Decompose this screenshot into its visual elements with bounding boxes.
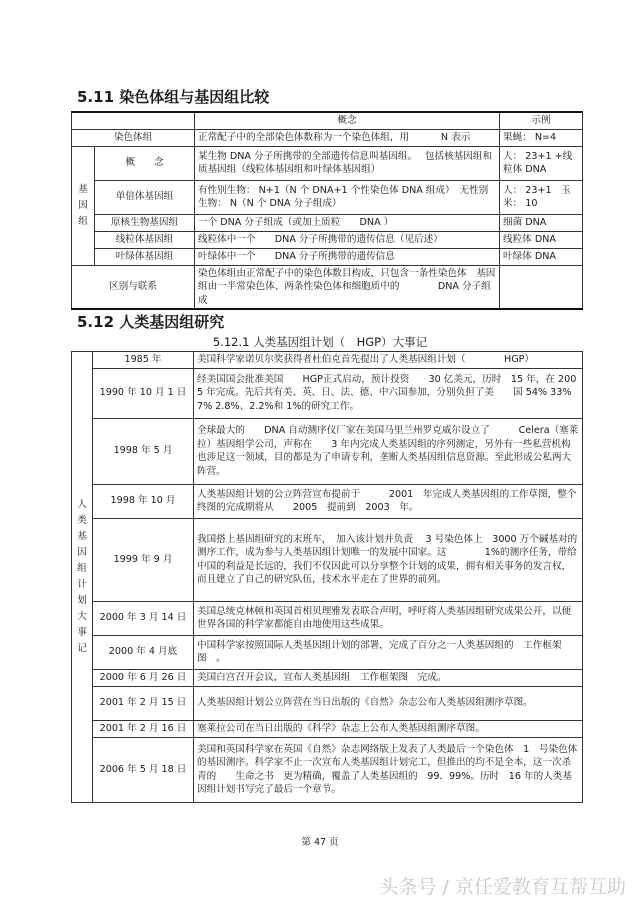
row-name: 单倍体基因组 xyxy=(95,180,195,214)
header-concept: 概念 xyxy=(195,112,500,129)
page-number: 第 47 页 xyxy=(301,837,339,848)
row-name: 线粒体基因组 xyxy=(95,231,195,248)
row-example xyxy=(500,265,583,309)
event-text: 中国科学家按照国际人类基因组计划的部署，完成了百分之一人类基因组的 工作框架图 。 xyxy=(194,635,583,669)
watermark: 头条号 / 京任爱教育互帮互助 xyxy=(379,876,626,898)
genome-group-label: 基 因 组 xyxy=(72,146,95,265)
hgp-timeline-table xyxy=(71,351,583,803)
row-name: 原核生物基因组 xyxy=(95,214,195,231)
event-text: 美国总统克林顿和英国首相贝理雅发表联合声明，呼吁将人类基因组研究成果公开，以便世界各国的科学家都能自由地使用这些成果。 xyxy=(194,601,583,635)
event-date: 2006 年 5 月 18 日 xyxy=(93,737,194,802)
event-date: 2000 年 3 月 14 日 xyxy=(93,601,194,635)
event-date: 2001 年 2 月 15 日 xyxy=(93,686,194,720)
row-concept: 正常配子中的全部染色体数称为一个染色体组，用 N 表示 xyxy=(195,129,500,146)
row-example: 细菌 DNA xyxy=(500,214,583,231)
section-title-5-11: 5.11 染色体组与基因组比较 xyxy=(77,88,270,106)
event-text: 塞莱拉公司在当日出版的《科学》杂志上公布人类基因组测序草图。 xyxy=(194,720,583,737)
event-date: 1985 年 xyxy=(93,352,194,369)
timeline-side-label: 人 类 基 因 组 计 划 大 事 记 xyxy=(72,352,93,803)
event-text: 全球最大的 DNA 自动测序仪厂家在美国马里兰州罗克威尔设立了 Celera（塞莱拉）基因组学公司，声称在 3 年内完成人类基因组的序列测定，另外有一些私营机构也涉足这一领域，目的都是为了申请专利，垄断人类基因组信息资源。至此形成公私两大阵营。 xyxy=(194,418,583,484)
event-text: 美国科学家诺贝尔奖获得者杜伯克首先提出了人类基因组计划（ HGP） xyxy=(194,352,583,369)
section-title-5-12: 5.12 人类基因组研究 xyxy=(77,313,225,331)
event-text: 美国和英国科学家在英国《自然》杂志网络版上发表了人类最后一个染色体 1 号染色体的基因测序。科学家不止一次宣布人类基因组计划完工，但推出的均不是全本，这一次杀青的 生命之书 更为精确，覆盖了人类基因组的 99．99%。历时 16 年的人类基因组计划书写完了最后一个章节。 xyxy=(194,737,583,802)
event-text: 人类基因组计划的公立阵营宣布提前于 2001 年完成人类基因组的工作草图，整个终图的完成期将从 2005 提前到 2003 年。 xyxy=(194,484,583,518)
event-date: 2001 年 2 月 16 日 xyxy=(93,720,194,737)
row-name: 区别与联系 xyxy=(72,265,195,309)
row-concept: 一个 DNA 分子组成（或加上质粒 DNA ） xyxy=(195,214,500,231)
row-name: 染色体组 xyxy=(72,129,195,146)
event-text: 我国搭上基因组研究的末班车， 加入该计划并负责 3 号染色体上 3000 万个碱基对的测序工作，成为参与人类基因组计划唯一的发展中国家。这 1%的测序任务，带给中国的利益是长远的，我们不仅因此可以分享整个计划的成果，拥有相关事务的发言权，而且建立了自己的研究队伍，技术水平走在了世界的前列。 xyxy=(194,518,583,601)
table-caption: 5.12.1 人类基因组计划（ HGP）大事记 xyxy=(212,335,428,349)
event-date: 1998 年 5 月 xyxy=(93,418,194,484)
event-text: 经美国国会批准美国 HGP正式启动，预计投资 30 亿美元，历时 15 年，在 2005 年完成。先后共有美、英、日、法、德、中六国参加，分别负担了美 国 54% 33% 7% 2.8%、2.2%和 1%的研究工作。 xyxy=(194,368,583,418)
row-concept: 染色体组由正常配子中的染色体数目构成，只包含一条性染色体 基因组由一半常染色体、两条性染色体和细胞质中的 DNA 分子组成 xyxy=(195,265,500,309)
row-example: 叶绿体 DNA xyxy=(500,248,583,265)
event-text: 人类基因组计划公立阵营在当日出版的《自然》杂志公布人类基因组测序草图。 xyxy=(194,686,583,720)
row-concept: 线粒体中一个 DNA 分子所携带的遗传信息（见后述） xyxy=(195,231,500,248)
event-date: 2000 年 4 月底 xyxy=(93,635,194,669)
genome-comparison-table xyxy=(71,111,583,310)
event-date: 2000 年 6 月 26 日 xyxy=(93,669,194,686)
row-concept: 有性别生物： N+1（N 个 DNA+1 个性染色体 DNA 组成） 无性别生物： N（N 个 DNA 分子组成） xyxy=(195,180,500,214)
row-example: 果蝇： N=4 xyxy=(500,129,583,146)
row-example: 人： 23+1 玉米： 10 xyxy=(500,180,583,214)
event-date: 1999 年 9 月 xyxy=(93,518,194,601)
row-example: 人： 23+1 +线粒体 DNA xyxy=(500,146,583,180)
row-concept: 某生物 DNA 分子所携带的全部遗传信息叫基因组。 包括核基因组和质基因组（线粒体基因组和叶绿体基因组） xyxy=(195,146,500,180)
row-name: 概 念 xyxy=(95,146,195,180)
row-concept: 叶绿体中一个 DNA 分子所携带的遗传信息 xyxy=(195,248,500,265)
event-date: 1998 年 10 月 xyxy=(93,484,194,518)
header-example: 示例 xyxy=(500,112,583,129)
event-date: 1990 年 10 月 1 日 xyxy=(93,368,194,418)
event-text: 美国白宫召开会议，宣布人类基因组 工作框架图 完成。 xyxy=(194,669,583,686)
row-name: 叶绿体基因组 xyxy=(95,248,195,265)
row-example: 线粒体 DNA xyxy=(500,231,583,248)
